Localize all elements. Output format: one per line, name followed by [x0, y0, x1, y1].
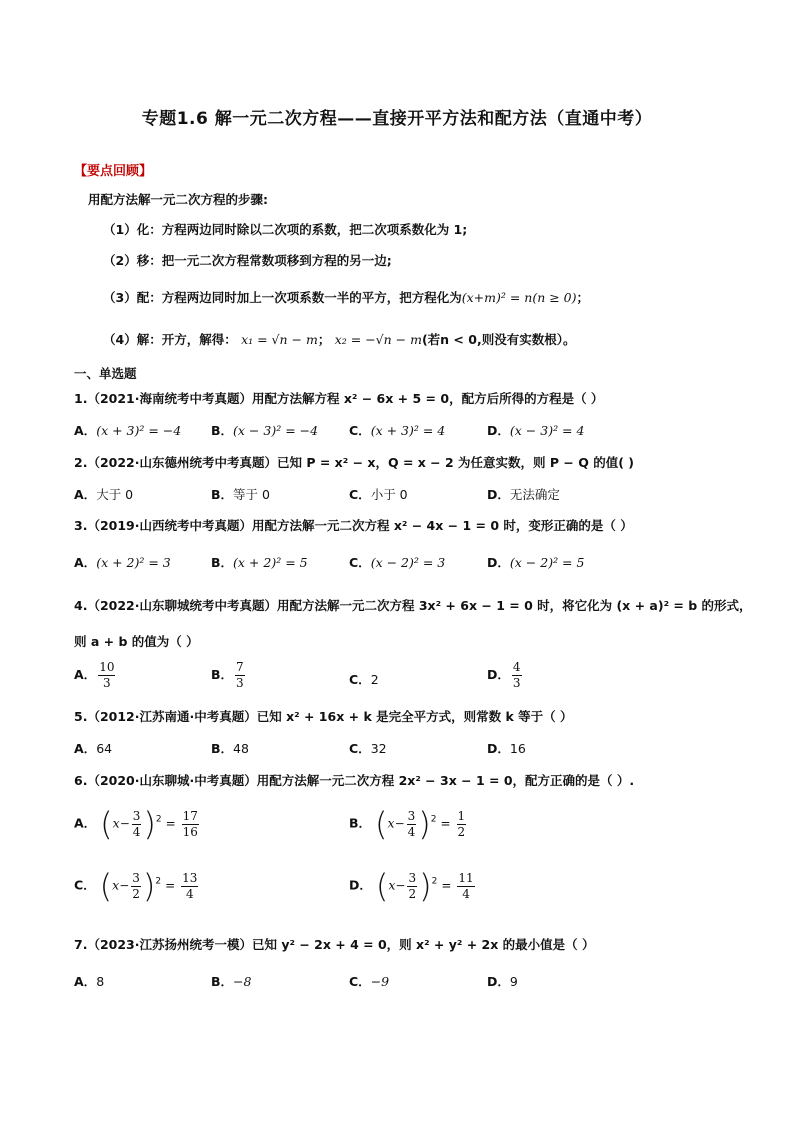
q3-option-b[interactable] — [211, 553, 308, 571]
option-letter: A． — [74, 487, 97, 502]
option-text: (x + 2)² = 3 — [96, 555, 171, 570]
q5-option-d[interactable] — [487, 739, 526, 757]
fraction — [457, 871, 474, 902]
option-letter: A． — [74, 667, 97, 682]
step-4 — [103, 330, 575, 348]
q1-option-c[interactable] — [349, 421, 445, 439]
q2-option-b[interactable] — [211, 485, 270, 503]
fraction — [131, 871, 141, 902]
option-text: 64 — [96, 741, 113, 756]
option-letter: A． — [74, 815, 97, 831]
q2-option-a[interactable] — [74, 485, 133, 503]
option-letter: D． — [487, 974, 510, 989]
question-number: 1. — [74, 391, 88, 406]
minus-sign: − — [119, 878, 130, 893]
right-paren: ) — [143, 805, 156, 843]
option-letter: A． — [74, 741, 97, 756]
q4-option-d[interactable] — [487, 660, 524, 691]
step-3-suffix: ； — [576, 290, 590, 305]
question-stem: （2022·山东德州统考中考真题）已知 P = x² − x，Q = x − 2 为任意实数，则 P − Q 的值( ) — [87, 455, 634, 470]
denominator: 16 — [182, 824, 198, 839]
numerator: 3 — [408, 870, 417, 885]
question-5 — [74, 707, 572, 725]
question-number: 5. — [74, 709, 88, 724]
equals-sign: = — [440, 816, 451, 831]
key-points-intro: 用配方法解一元二次方程的步骤: — [88, 192, 268, 207]
variable-x: x — [388, 877, 396, 893]
option-letter: B． — [211, 974, 234, 989]
option-text: 48 — [233, 741, 249, 756]
numerator: 3 — [132, 870, 140, 885]
option-text: 16 — [509, 741, 526, 756]
left-paren: ( — [99, 867, 113, 905]
fraction — [132, 809, 142, 840]
equals-sign: = — [165, 816, 176, 831]
variable-x: x — [387, 815, 395, 831]
option-letter: C． — [74, 877, 96, 893]
denominator: 4 — [185, 886, 194, 901]
numerator: 3 — [407, 808, 416, 823]
equals-sign: = — [165, 878, 176, 893]
question-number: 3. — [74, 518, 88, 533]
q2-option-c[interactable] — [349, 485, 408, 503]
option-text: (x − 3)² = 4 — [509, 423, 585, 438]
equals-sign: = — [441, 878, 452, 893]
question-stem: （2019·山西统考中考真题）用配方法解一元二次方程 x² − 4x − 1 = 0 时，变形正确的是（ ） — [87, 518, 633, 533]
denominator: 2 — [408, 886, 417, 901]
numerator: 3 — [132, 808, 141, 823]
right-paren: ) — [418, 805, 431, 843]
denominator: 3 — [236, 676, 244, 690]
right-paren: ) — [142, 867, 156, 905]
left-paren: ( — [375, 867, 389, 905]
fraction — [181, 871, 198, 902]
fraction — [98, 660, 115, 691]
step-4-suffix: (若n < 0,则没有实数根）。 — [421, 332, 576, 347]
fraction — [407, 871, 417, 902]
question-number: 7. — [74, 937, 88, 952]
option-letter: D． — [487, 555, 510, 570]
option-text: (x − 2)² = 3 — [370, 555, 446, 570]
option-text: (x − 3)² = −4 — [233, 423, 319, 438]
question-stem: （2023·江苏扬州统考一模）已知 y² − 2x + 4 = 0，则 x² + y² + 2x 的最小值是（ ） — [87, 937, 595, 952]
q5-option-a[interactable] — [74, 739, 112, 757]
q1-option-b[interactable] — [211, 421, 318, 439]
option-letter: D． — [487, 741, 510, 756]
step-4-separator: ； — [317, 332, 331, 347]
option-letter: A． — [74, 974, 97, 989]
option-letter: B． — [211, 741, 234, 756]
option-text: 2 — [370, 672, 379, 687]
question-stem: （2022·山东聊城统考中考真题）用配方法解一元二次方程 3x² + 6x − 1 = 0 时，将它化为 (x + a)² = b 的形式， — [87, 598, 752, 613]
left-paren: ( — [375, 805, 388, 843]
option-letter: C． — [349, 487, 371, 502]
numerator: 17 — [182, 808, 198, 823]
numerator: 1 — [457, 808, 466, 823]
question-stem: （2012·江苏南通·中考真题）已知 x² + 16x + k 是完全平方式，则常数 k 等于（ ） — [87, 709, 573, 724]
q7-option-b[interactable] — [211, 972, 251, 990]
option-letter: C． — [349, 974, 371, 989]
option-text: (x + 2)² = 5 — [233, 555, 308, 570]
question-3 — [74, 516, 633, 534]
option-letter: B． — [211, 555, 234, 570]
option-letter: C． — [349, 555, 371, 570]
left-paren: ( — [100, 805, 113, 843]
option-text: 32 — [370, 741, 387, 756]
q7-option-c[interactable] — [349, 972, 389, 990]
q6-option-b[interactable] — [349, 805, 468, 843]
fraction — [235, 660, 245, 691]
option-text: 等于 0 — [233, 487, 270, 502]
option-letter: B． — [349, 815, 372, 831]
exponent: 2 — [155, 876, 162, 887]
question-stem: （2020·山东聊城·中考真题）用配方法解一元二次方程 2x² − 3x − 1 = 0，配方正确的是（ ）. — [87, 773, 635, 788]
option-text: 无法确定 — [509, 487, 560, 502]
question-4-line-2: 则 a + b 的值为（ ） — [74, 634, 199, 649]
fraction — [407, 809, 417, 840]
question-1 — [74, 389, 603, 407]
option-letter: B． — [211, 487, 234, 502]
step-1: （1）化：方程两边同时除以二次项的系数，把二次项系数化为 1; — [103, 222, 468, 237]
step-4-text: （4）解：开方，解得： — [103, 332, 237, 347]
option-text: 9 — [509, 974, 518, 989]
question-stem: （2021·海南统考中考真题）用配方法解方程 x² − 6x + 5 = 0，配方后所得的方程是（ ） — [87, 391, 604, 406]
q3-option-a[interactable] — [74, 553, 171, 571]
right-paren: ) — [419, 867, 432, 905]
step-4-root-2: x₂ = −√n − m — [334, 332, 422, 347]
step-3-formula: (x+m)² = n(n ≥ 0) — [461, 290, 577, 305]
option-letter: D． — [487, 667, 510, 682]
step-3 — [103, 288, 589, 306]
numerator: 10 — [99, 660, 115, 674]
fraction — [457, 809, 467, 840]
option-letter: B． — [211, 667, 234, 682]
exponent: 2 — [430, 814, 437, 825]
q3-option-c[interactable] — [349, 553, 445, 571]
denominator: 3 — [512, 676, 521, 690]
page-title: 专题1.6 解一元二次方程——直接开平方法和配方法（直通中考） — [141, 109, 653, 129]
q4-option-a[interactable] — [74, 660, 117, 691]
denominator: 4 — [132, 824, 141, 839]
option-text: 大于 0 — [96, 487, 134, 502]
question-number: 2. — [74, 455, 88, 470]
fraction — [182, 809, 199, 840]
q2-option-d[interactable] — [487, 485, 560, 503]
q5-option-c[interactable] — [349, 739, 387, 757]
step-4-root-1: x₁ = √n − m — [241, 332, 318, 347]
denominator: 3 — [103, 676, 111, 690]
q3-option-d[interactable] — [487, 553, 584, 571]
q6-option-d[interactable] — [349, 867, 477, 905]
question-7 — [74, 935, 595, 953]
question-number: 4. — [74, 598, 88, 613]
numerator: 7 — [236, 660, 244, 674]
option-letter: C． — [349, 672, 371, 687]
option-letter: D． — [349, 877, 372, 893]
key-points-heading: 【要点回顾】 — [74, 164, 153, 179]
option-text: (x + 3)² = 4 — [370, 423, 446, 438]
exponent: 2 — [155, 814, 162, 825]
question-number: 6. — [74, 773, 88, 788]
denominator: 4 — [462, 886, 470, 901]
numerator: 11 — [458, 870, 474, 885]
minus-sign: − — [119, 816, 130, 831]
denominator: 2 — [132, 886, 140, 901]
question-4 — [74, 596, 752, 614]
q7-option-d[interactable] — [487, 972, 518, 990]
option-letter: B． — [211, 423, 234, 438]
option-text: 小于 0 — [370, 487, 408, 502]
option-letter: D． — [487, 423, 510, 438]
minus-sign: − — [395, 878, 406, 893]
q6-option-c[interactable] — [74, 867, 200, 905]
q1-option-d[interactable] — [487, 421, 584, 439]
section-single-choice: 一、单选题 — [74, 366, 137, 381]
numerator: 4 — [512, 660, 521, 674]
variable-x: x — [112, 877, 120, 893]
question-6 — [74, 771, 634, 789]
option-letter: A． — [74, 555, 97, 570]
minus-sign: − — [394, 816, 405, 831]
option-text: (x + 3)² = −4 — [96, 423, 182, 438]
exponent: 2 — [431, 876, 438, 887]
option-letter: A． — [74, 423, 97, 438]
variable-x: x — [112, 815, 120, 831]
q7-option-a[interactable] — [74, 972, 104, 990]
denominator: 4 — [407, 824, 416, 839]
step-3-text: （3）配：方程两边同时加上一次项系数一半的平方，把方程化为 — [103, 290, 462, 305]
q4-option-b[interactable] — [211, 660, 247, 691]
option-text: −9 — [370, 974, 390, 989]
option-letter: C． — [349, 423, 371, 438]
option-text: 8 — [96, 974, 105, 989]
option-letter: D． — [487, 487, 510, 502]
q1-option-a[interactable] — [74, 421, 181, 439]
option-text: −8 — [233, 974, 252, 989]
q4-option-c[interactable] — [349, 670, 379, 688]
option-text: (x − 2)² = 5 — [509, 555, 585, 570]
option-letter: C． — [349, 741, 371, 756]
question-2 — [74, 453, 634, 471]
step-2: （2）移：把一元二次方程常数项移到方程的另一边; — [103, 253, 392, 268]
fraction — [512, 660, 522, 691]
numerator: 13 — [182, 870, 198, 885]
denominator: 2 — [457, 824, 466, 839]
q5-option-b[interactable] — [211, 739, 249, 757]
q6-option-a[interactable] — [74, 805, 201, 843]
